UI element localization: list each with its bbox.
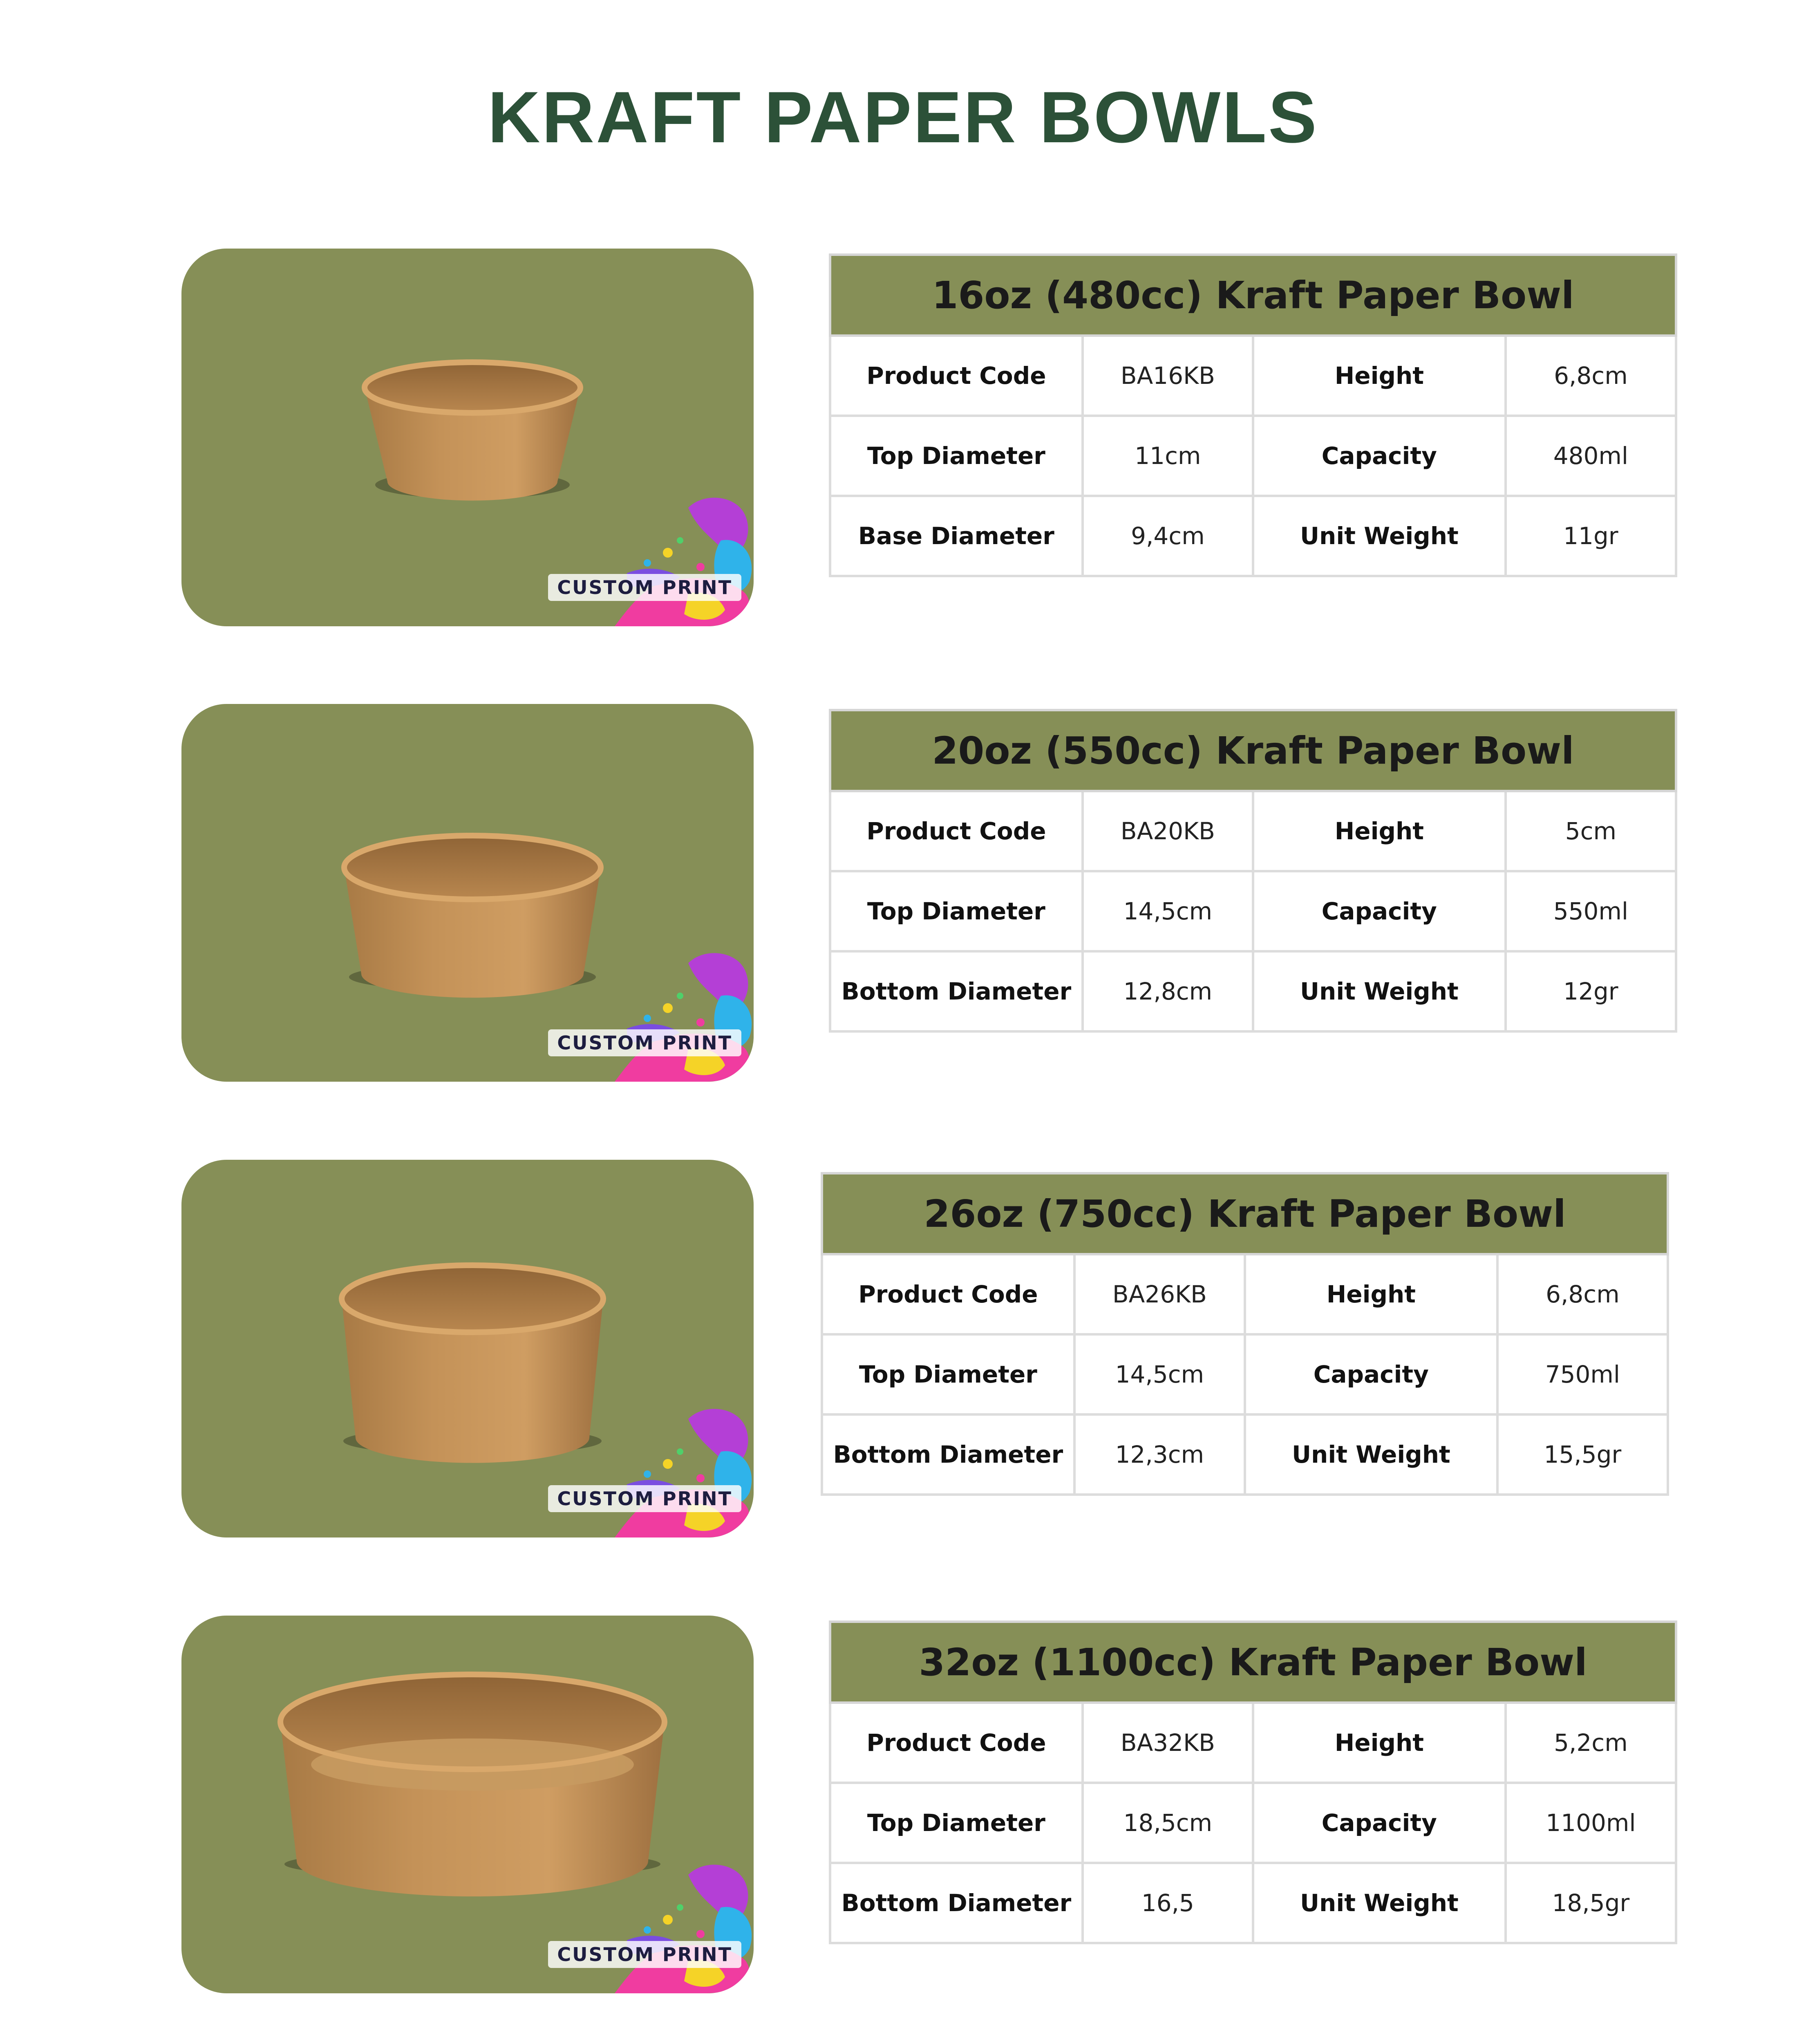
table-row — [830, 1863, 1676, 1943]
spec-label: Bottom Diameter — [822, 1414, 1074, 1495]
spec-table — [829, 1620, 1677, 1944]
spec-value: 5,2cm — [1506, 1703, 1676, 1783]
spec-label: Capacity — [1253, 1783, 1506, 1863]
spec-value: 11cm — [1083, 416, 1253, 496]
table-row — [822, 1254, 1668, 1334]
custom-print-label: CUSTOM PRINT — [548, 1485, 741, 1512]
paint-splash-icon — [566, 491, 754, 626]
spec-value: BA26KB — [1074, 1254, 1245, 1334]
spec-value: 6,8cm — [1506, 336, 1676, 416]
product-row — [181, 1616, 1677, 1993]
page-title: KRAFT PAPER BOWLS — [488, 76, 1318, 158]
spec-table — [829, 709, 1677, 1033]
spec-label: Product Code — [822, 1254, 1074, 1334]
spec-label: Top Diameter — [830, 416, 1083, 496]
spec-value: 14,5cm — [1083, 871, 1253, 951]
spec-label: Height — [1253, 336, 1506, 416]
spec-label: Product Code — [830, 791, 1083, 871]
spec-value: 14,5cm — [1074, 1334, 1245, 1414]
spec-label: Base Diameter — [830, 496, 1083, 576]
table-row — [830, 416, 1676, 496]
spec-value: 480ml — [1506, 416, 1676, 496]
product-row — [181, 1160, 1677, 1537]
spec-value: 5cm — [1506, 791, 1676, 871]
spec-value: BA16KB — [1083, 336, 1253, 416]
spec-value: 16,5 — [1083, 1863, 1253, 1943]
spec-value: 18,5cm — [1083, 1783, 1253, 1863]
spec-value: 750ml — [1497, 1334, 1668, 1414]
table-row — [830, 951, 1676, 1031]
spec-label: Unit Weight — [1253, 951, 1506, 1031]
spec-value: 6,8cm — [1497, 1254, 1668, 1334]
spec-value: 11gr — [1506, 496, 1676, 576]
spec-value: 550ml — [1506, 871, 1676, 951]
spec-label: Capacity — [1253, 871, 1506, 951]
spec-value: 1100ml — [1506, 1783, 1676, 1863]
product-row — [181, 704, 1677, 1082]
spec-label: Unit Weight — [1253, 1863, 1506, 1943]
spec-label: Unit Weight — [1253, 496, 1506, 576]
spec-label: Top Diameter — [830, 871, 1083, 951]
spec-label: Unit Weight — [1245, 1414, 1497, 1495]
spec-value: BA32KB — [1083, 1703, 1253, 1783]
custom-print-badge — [557, 1403, 754, 1537]
custom-print-badge — [557, 947, 754, 1082]
spec-label: Bottom Diameter — [830, 951, 1083, 1031]
table-row — [830, 1783, 1676, 1863]
paint-splash-icon — [566, 1858, 754, 1993]
table-row — [830, 791, 1676, 871]
product-title: 20oz (550cc) Kraft Paper Bowl — [830, 710, 1676, 791]
spec-label: Capacity — [1253, 416, 1506, 496]
product-row — [181, 249, 1677, 626]
spec-label: Height — [1253, 791, 1506, 871]
spec-table — [829, 253, 1677, 577]
custom-print-label: CUSTOM PRINT — [548, 1029, 741, 1056]
spec-value: 15,5gr — [1497, 1414, 1668, 1495]
product-title: 16oz (480cc) Kraft Paper Bowl — [830, 255, 1676, 336]
spec-value: BA20KB — [1083, 791, 1253, 871]
spec-value: 12,8cm — [1083, 951, 1253, 1031]
spec-label: Product Code — [830, 336, 1083, 416]
table-row — [830, 871, 1676, 951]
table-row — [830, 1703, 1676, 1783]
spec-value: 12gr — [1506, 951, 1676, 1031]
custom-print-badge — [557, 1858, 754, 1993]
spec-label: Top Diameter — [830, 1783, 1083, 1863]
custom-print-label: CUSTOM PRINT — [548, 574, 741, 601]
spec-label: Capacity — [1245, 1334, 1497, 1414]
product-title: 32oz (1100cc) Kraft Paper Bowl — [830, 1622, 1676, 1703]
custom-print-label: CUSTOM PRINT — [548, 1941, 741, 1968]
spec-label: Top Diameter — [822, 1334, 1074, 1414]
product-photo — [181, 704, 754, 1082]
spec-label: Product Code — [830, 1703, 1083, 1783]
spec-table — [821, 1172, 1669, 1496]
product-photo — [181, 1160, 754, 1537]
spec-value: 12,3cm — [1074, 1414, 1245, 1495]
custom-print-badge — [557, 491, 754, 626]
spec-label: Height — [1245, 1254, 1497, 1334]
table-row — [830, 336, 1676, 416]
spec-value: 9,4cm — [1083, 496, 1253, 576]
spec-label: Bottom Diameter — [830, 1863, 1083, 1943]
table-row — [822, 1334, 1668, 1414]
product-title: 26oz (750cc) Kraft Paper Bowl — [822, 1173, 1668, 1254]
spec-label: Height — [1253, 1703, 1506, 1783]
spec-value: 18,5gr — [1506, 1863, 1676, 1943]
table-row — [822, 1414, 1668, 1495]
product-photo — [181, 249, 754, 626]
product-photo — [181, 1616, 754, 1993]
table-row — [830, 496, 1676, 576]
paint-splash-icon — [566, 1403, 754, 1537]
paint-splash-icon — [566, 947, 754, 1082]
